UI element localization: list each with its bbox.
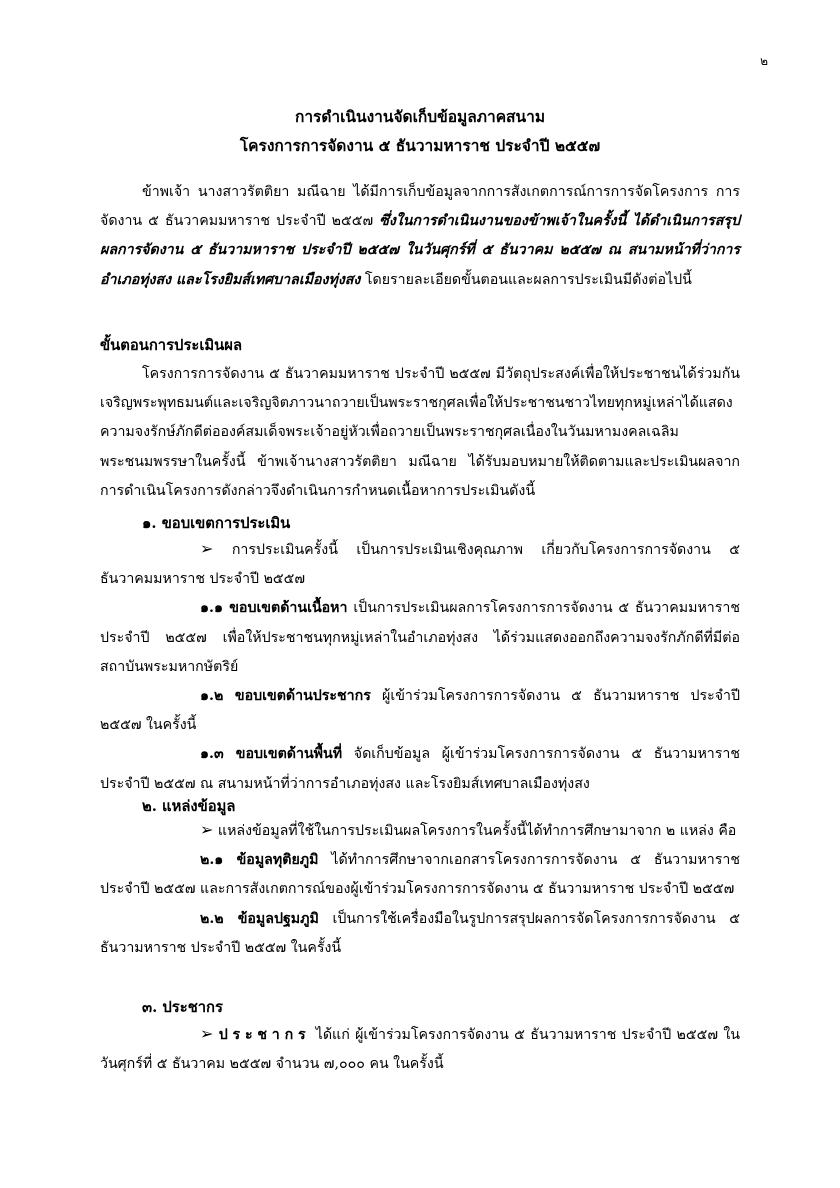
section-1-1-text: เป็นการประเมินผลการโครงการการจัดงาน ๕ ธันวาคมมหาราช ประจำปี ๒๕๕๗ เพื่อให้ประชาชนทุกหมู่เหล่าในอำเภอทุ่งสง ได้ร่วมแสดงออกถึงความจงรักภักดีที่มีต่อสถาบันพระมหากษัตริย์ <box>100 600 740 675</box>
steps-text: โครงการการจัดงาน ๕ ธันวาคมมหาราช ประจำปี ๒๕๕๗ มีวัตถุประสงค์เพื่อให้ประชาชนได้ร่วมกันเจริญพระพุทธมนต์และเจริญจิตภาวนาถวายเป็นพระราชกุศลเพื่อให้ประชาชนชาวไทยทุกหมู่เหล่าได้แสดงความจงรักษ์ภักดีต่อองค์สมเด็จพระเจ้าอยู่หัวเพื่อถวายเป็นพระราชกุศลเนื่องในวันมหามงคลเฉลิมพระชนมพรรษาในครั้งนี้ ข้าพเจ้านางสาวรัตติยา มณีฉาย ได้รับมอบหมายให้ติดตามและประเมินผลจากการดำเนินโครงการดังกล่าวจึงดำเนินการกำหนดเนื้อหาการประเมินดังนี้ <box>100 366 740 499</box>
steps-heading: ขั้นตอนการประเมินผล <box>100 337 243 354</box>
section-3-text: ได้แก่ ผู้เข้าร่วมโครงการจัดงาน ๕ ธันวามหาราช ประจำปี ๒๕๕๗ ในวันศุกร์ที่ ๕ ธันวาคม ๒๕๕๗ จำนวน ๗,๐๐๐ คน ในครั้งนี้ <box>100 1027 740 1073</box>
section-1-1-label: ๑.๑ ขอบเขตด้านเนื้อหา <box>200 600 348 617</box>
intro-text-bold: ซึ่งในการดำเนินงานของข้าพเจ้าในครั้งนี้ ได้ดำเนินการสรุปผลการจัดงาน ๕ ธันวามหาราช ประจำปี ๒๕๕๗ ในวันศุกร์ที่ ๕ ธันวาคม ๒๕๕๗ ณ สนามหน้าที่ว่าการอำเภอทุ่งสง และโรงยิมส์เทศบาลเมืองทุ่งสง <box>100 213 740 288</box>
section-2-2-label: ๒.๒ ข้อมูลปฐมภูมิ <box>200 910 319 927</box>
section-1-2-label: ๑.๒ ขอบเขตด้านประชากร <box>200 688 371 705</box>
section-2-1-text: ได้ทำการศึกษาจากเอกสารโครงการการจัดงาน ๕ ธันวามหาราช ประจำปี ๒๕๕๗ และการสังเกตการณ์ของผู้เข้าร่วมโครงการการจัดงาน ๕ ธันวามหาราช ประจำปี ๒๕๕๗ <box>100 852 740 898</box>
arrow-bullet-icon: ➢ <box>200 1024 214 1043</box>
section-2-heading: ๒. แหล่งข้อมูล <box>142 798 236 815</box>
arrow-bullet-icon: ➢ <box>200 539 214 558</box>
section-1-body <box>100 534 740 799</box>
section-1-bullet: การประเมินครั้งนี้ เป็นการประเมินเชิงคุณภาพ เกี่ยวกับโครงการการจัดงาน ๕ ธันวาคมมหาราช ประจำปี ๒๕๕๗ <box>100 542 740 588</box>
steps-paragraph <box>100 360 740 506</box>
document-subtitle: โครงการการจัดงาน ๕ ธันวามหาราช ประจำปี ๒๕๕๗ <box>239 136 601 155</box>
intro-text-1: ข้าพเจ้า นางสาวรัตติยา มณีฉาย ได้มีการเก็บข้อมูลจากการสังเกตการณ์การการจัดโครงการ การจัดงาน ๕ ธันวาคมมหาราช ประจำปี ๒๕๕๗ <box>100 184 740 230</box>
intro-paragraph <box>100 178 740 295</box>
section-2-2-text: เป็นการใช้เครื่องมือในรูปการสรุปผลการจัดโครงการการจัดงาน ๕ ธันวามหาราช ประจำปี ๒๕๕๗ ในครั้งนี้ <box>100 910 740 956</box>
section-1-3-label: ๑.๓ ขอบเขตด้านพื้นที่ <box>200 746 343 763</box>
intro-text-3: โดยรายละเอียดขั้นตอนและผลการประเมินมีดังต่อไปนี้ <box>360 271 692 288</box>
section-1-3-text: จัดเก็บข้อมูล ผู้เข้าร่วมโครงการการจัดงาน ๕ ธันวามหาราช ประจำปี ๒๕๕๗ ณ สนามหน้าที่ว่าการอำเภอทุ่งสง และโรงยิมส์เทศบาลเมืองทุ่งสง <box>100 746 740 792</box>
arrow-bullet-icon: ➢ <box>200 820 214 839</box>
section-1-heading: ๑. ขอบเขตการประเมิน <box>142 515 291 532</box>
section-3-label: ประชากร <box>218 1027 311 1043</box>
page-number: ๒ <box>760 54 768 68</box>
section-3-heading: ๓. ประชากร <box>142 999 223 1016</box>
section-1-2-text: ผู้เข้าร่วมโครงการการจัดงาน ๕ ธันวามหาราช ประจำปี ๒๕๕๗ ในครั้งนี้ <box>100 688 741 734</box>
section-2-body <box>100 815 740 963</box>
section-3-body <box>100 1019 740 1079</box>
section-2-bullet: แหล่งข้อมูลที่ใช้ในการประเมินผลโครงการในครั้งนี้ได้ทำการศึกษามาจาก ๒ แหล่ง คือ <box>217 823 737 839</box>
document-title: การดำเนินงานจัดเก็บข้อมูลภาคสนาม <box>294 107 546 126</box>
section-2-1-label: ๒.๑ ข้อมูลทุติยภูมิ <box>200 852 319 869</box>
